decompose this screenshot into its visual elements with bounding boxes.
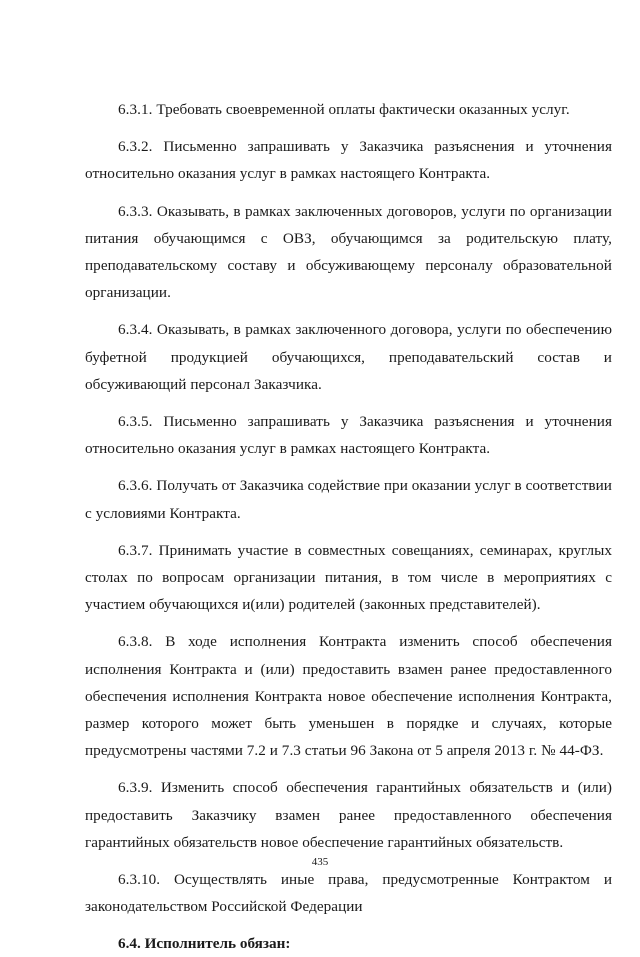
- clause-6-3-8: 6.3.8. В ходе исполнения Контракта изменить способ обеспечения исполнения Контракта и (или) предоставить взамен ранее предоставленного обеспечения исполнения Контракта новое обеспечение исполнения Контракта, размер которого может быть уменьшен в порядке и случаях, которые предусмотрены частями 7.2 и 7.3 статьи 96 Закона от 5 апреля 2013 г. № 44-ФЗ.: [85, 633, 612, 760]
- clause-6-3-4: 6.3.4. Оказывать, в рамках заключенного договора, услуги по обеспечению буфетной продукцией обучающихся, преподавательский состав и обсуживающий персонал Заказчика.: [85, 321, 612, 393]
- clause-6-3-3: 6.3.3. Оказывать, в рамках заключенных договоров, услуги по организации питания обучающимся с ОВЗ, обучающимся за родительскую плату, преподавательскому составу и обсуживающему персоналу образовательной организации.: [85, 202, 612, 302]
- clause-6-3-1: 6.3.1. Требовать своевременной оплаты фактически оказанных услуг.: [118, 101, 570, 118]
- clause-6-3-9: 6.3.9. Изменить способ обеспечения гарантийных обязательств и (или) предоставить Заказчику взамен ранее предоставленного обеспечения гарантийных обязательств новое обеспечение гарантийных обязательств.: [85, 779, 612, 851]
- section-heading-6-4: 6.4. Исполнитель обязан:: [118, 935, 291, 953]
- document-body: [85, 96, 612, 957]
- clause-6-3-7: 6.3.7. Принимать участие в совместных совещаниях, семинарах, круглых столах по вопросам организации питания, в том числе в мероприятиях с участием обучающихся и(или) родителей (законных представителей).: [85, 541, 612, 614]
- clause-6-3-5: 6.3.5. Письменно запрашивать у Заказчика разъяснения и уточнения относительно оказания услуг в рамках настоящего Контракта.: [85, 413, 612, 458]
- clause-6-3-10: 6.3.10. Осуществлять иные права, предусмотренные Контрактом и законодательством Российской Федерации: [85, 871, 612, 916]
- page-number: 435: [311, 856, 329, 868]
- clause-6-3-6: 6.3.6. Получать от Заказчика содействие при оказании услуг в соответствии с условиями Контракта.: [85, 477, 612, 522]
- clause-6-3-2: 6.3.2. Письменно запрашивать у Заказчика разъяснения и уточнения относительно оказания услуг в рамках настоящего Контракта.: [85, 138, 612, 183]
